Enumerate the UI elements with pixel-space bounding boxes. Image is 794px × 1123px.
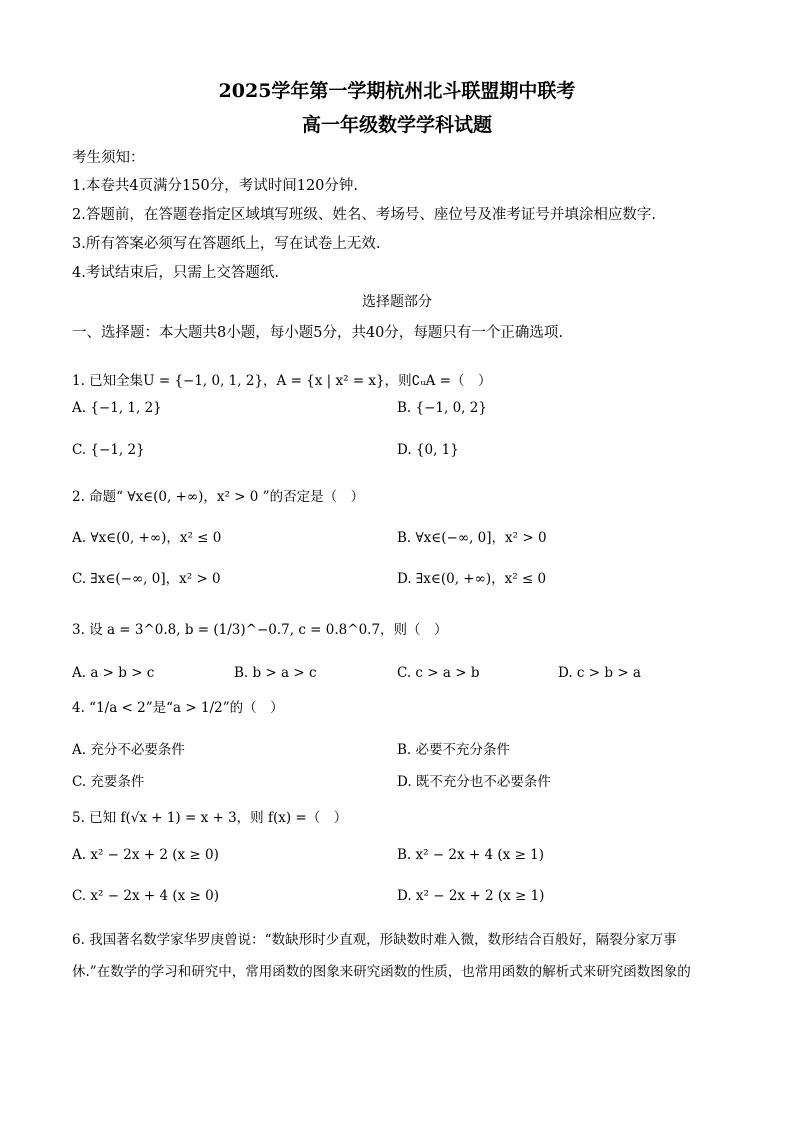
notice-item: 2.答题前，在答题卷指定区域填写班级、姓名、考场号、座位号及准考证号并填涂相应数字. [72, 207, 656, 223]
question-stem: 6. 我国著名数学家华罗庚曾说：“数缺形时少直观，形缺数时难入微，数形结合百般好，隔裂分家万事 [72, 932, 677, 948]
notice-heading: 考生须知： [72, 150, 145, 166]
option-b: B. b > a > c [234, 665, 317, 681]
option-b: B. x² − 2x + 4 (x ≥ 1) [397, 847, 545, 863]
question-stem: 3. 设 a = 3^0.8, b = (1/3)^−0.7, c = 0.8^0.7，则（ ） [72, 622, 448, 638]
option-c: C. c > a > b [397, 665, 480, 681]
option-a: A. ∀x∈(0, +∞)，x² ≤ 0 [72, 530, 222, 546]
option-d: D. {0, 1} [397, 442, 459, 458]
option-a: A. 充分不必要条件 [72, 742, 185, 758]
notice-item: 1.本卷共4页满分150分，考试时间120分钟. [72, 178, 359, 194]
question-stem: 2. 命题“ ∀x∈(0, +∞)，x² > 0 ”的否定是（ ） [72, 489, 365, 505]
option-a: A. a > b > c [72, 665, 155, 681]
section-title: 选择题部分 [362, 294, 432, 310]
option-b: B. ∀x∈(−∞, 0]，x² > 0 [397, 530, 547, 546]
option-d: D. ∃x∈(0, +∞)，x² ≤ 0 [397, 571, 547, 587]
question-stem: 4. “1/a < 2”是“a > 1/2”的（ ） [72, 700, 284, 716]
option-b: B. 必要不充分条件 [397, 742, 511, 758]
question-stem: 5. 已知 f(√x + 1) = x + 3，则 f(x) =（ ） [72, 810, 348, 826]
question-stem: 1. 已知全集U = {−1, 0, 1, 2}，A = {x | x² = x}，则∁ᵤA =（ ） [72, 373, 492, 389]
option-a: A. {−1, 1, 2} [72, 400, 162, 416]
option-d: D. 既不充分也不必要条件 [397, 774, 551, 790]
exam-title: 2025学年第一学期杭州北斗联盟期中联考 [218, 80, 576, 102]
option-c: C. 充要条件 [72, 774, 145, 790]
section-instructions: 一、选择题：本大题共8小题，每小题5分，共40分，每题只有一个正确选项. [72, 325, 564, 341]
notice-item: 3.所有答案必须写在答题纸上，写在试卷上无效. [72, 236, 381, 252]
option-c: C. ∃x∈(−∞, 0]，x² > 0 [72, 571, 221, 587]
exam-subtitle: 高一年级数学学科试题 [301, 114, 492, 136]
notice-item: 4.考试结束后，只需上交答题纸. [72, 265, 279, 281]
option-c: C. {−1, 2} [72, 442, 145, 458]
option-d: D. x² − 2x + 2 (x ≥ 1) [397, 888, 545, 904]
option-c: C. x² − 2x + 4 (x ≥ 0) [72, 888, 219, 904]
option-d: D. c > b > a [558, 665, 641, 681]
option-a: A. x² − 2x + 2 (x ≥ 0) [72, 847, 219, 863]
question-stem-continued: 休.”在数学的学习和研究中，常用函数的图象来研究函数的性质，也常用函数的解析式来研究函数图象的 [72, 964, 691, 980]
option-b: B. {−1, 0, 2} [397, 400, 487, 416]
